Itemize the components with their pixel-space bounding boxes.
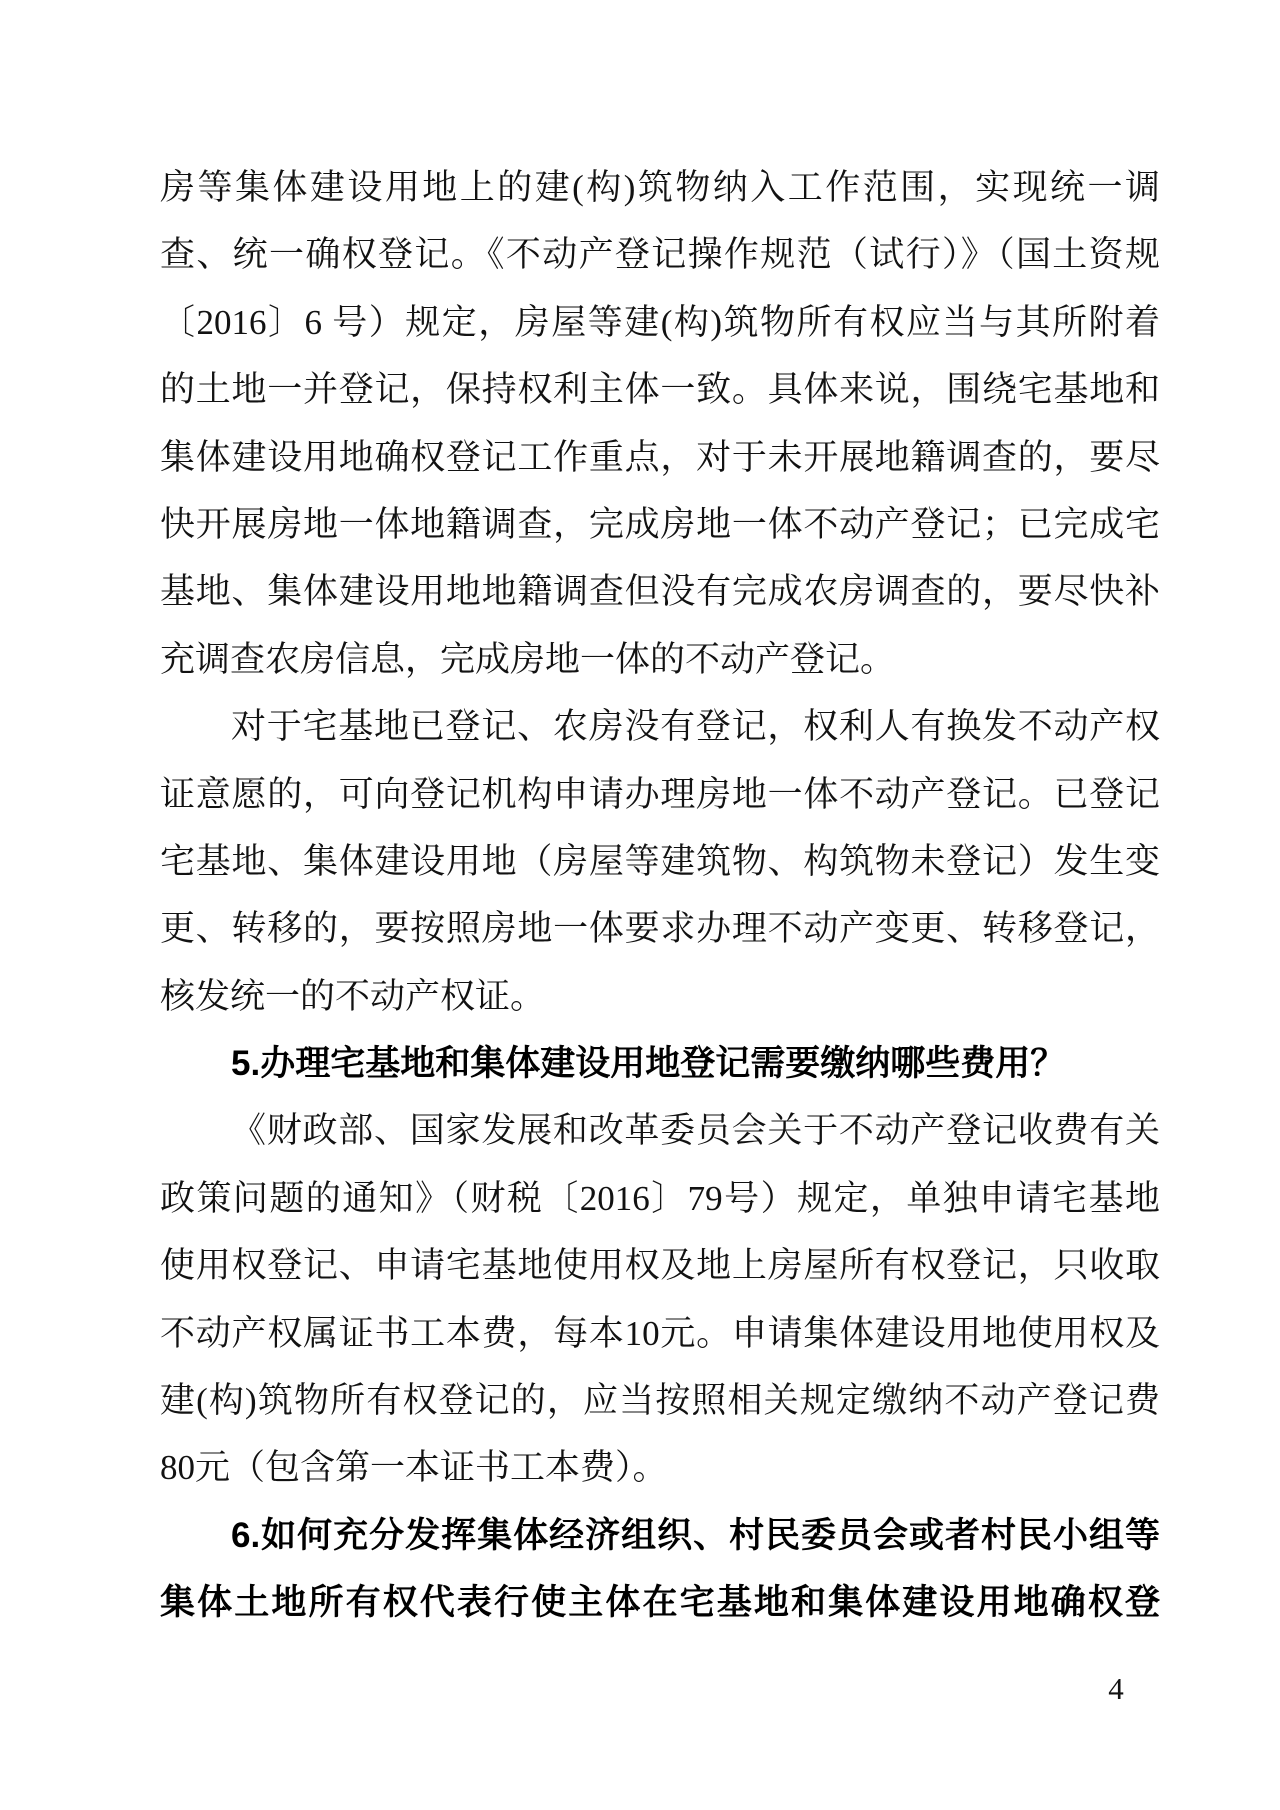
body-text-line: 《财政部、国家发展和改革委员会关于不动产登记收费有关 bbox=[231, 1111, 1160, 1151]
body-text-line: 宅基地、集体建设用地（房屋等建筑物、构筑物未登记）发生变 bbox=[160, 841, 1160, 881]
body-text-line: 的土地一并登记，保持权利主体一致。具体来说，围绕宅基地和 bbox=[160, 370, 1160, 410]
question-heading-line: 6.如何充分发挥集体经济组织、村民委员会或者村民小组等 bbox=[231, 1515, 1160, 1555]
body-text-line: 政策问题的通知》（财税〔2016〕79号）规定，单独申请宅基地 bbox=[160, 1178, 1160, 1218]
question-heading-line: 集体土地所有权代表行使主体在宅基地和集体建设用地确权登 bbox=[160, 1583, 1160, 1623]
body-text-line: 查、统一确权登记。《不动产登记操作规范（试行）》（国土资规 bbox=[160, 235, 1160, 275]
body-text-line: 基地、集体建设用地地籍调查但没有完成农房调查的，要尽快补 bbox=[160, 572, 1160, 612]
body-text-line: 证意愿的，可向登记机构申请办理房地一体不动产登记。已登记 bbox=[160, 774, 1160, 814]
body-text-line: 对于宅基地已登记、农房没有登记，权利人有换发不动产权 bbox=[231, 707, 1160, 747]
body-text-line: 核发统一的不动产权证。 bbox=[160, 976, 546, 1016]
body-text-line: 〔2016〕6 号）规定，房屋等建(构)筑物所有权应当与其所附着 bbox=[160, 302, 1160, 342]
body-text-line: 80元（包含第一本证书工本费）。 bbox=[160, 1448, 668, 1488]
body-text-line: 快开展房地一体地籍调查，完成房地一体不动产登记；已完成宅 bbox=[160, 504, 1160, 544]
document-body bbox=[160, 154, 1160, 1637]
body-text-line: 不动产权属证书工本费，每本10元。申请集体建设用地使用权及 bbox=[160, 1313, 1160, 1353]
page-number: 4 bbox=[1108, 1671, 1124, 1706]
body-text-line: 更、转移的，要按照房地一体要求办理不动产变更、转移登记， bbox=[160, 909, 1160, 949]
body-text-line: 集体建设用地确权登记工作重点，对于未开展地籍调查的，要尽 bbox=[160, 437, 1160, 477]
body-text-line: 房等集体建设用地上的建(构)筑物纳入工作范围，实现统一调 bbox=[160, 168, 1160, 207]
question-heading-line: 5.办理宅基地和集体建设用地登记需要缴纳哪些费用？ bbox=[231, 1044, 1066, 1084]
body-text-line: 充调查农房信息，完成房地一体的不动产登记。 bbox=[160, 639, 896, 679]
body-text-line: 使用权登记、申请宅基地使用权及地上房屋所有权登记，只收取 bbox=[160, 1246, 1160, 1286]
body-text-line: 建(构)筑物所有权登记的，应当按照相关规定缴纳不动产登记费 bbox=[160, 1381, 1160, 1421]
